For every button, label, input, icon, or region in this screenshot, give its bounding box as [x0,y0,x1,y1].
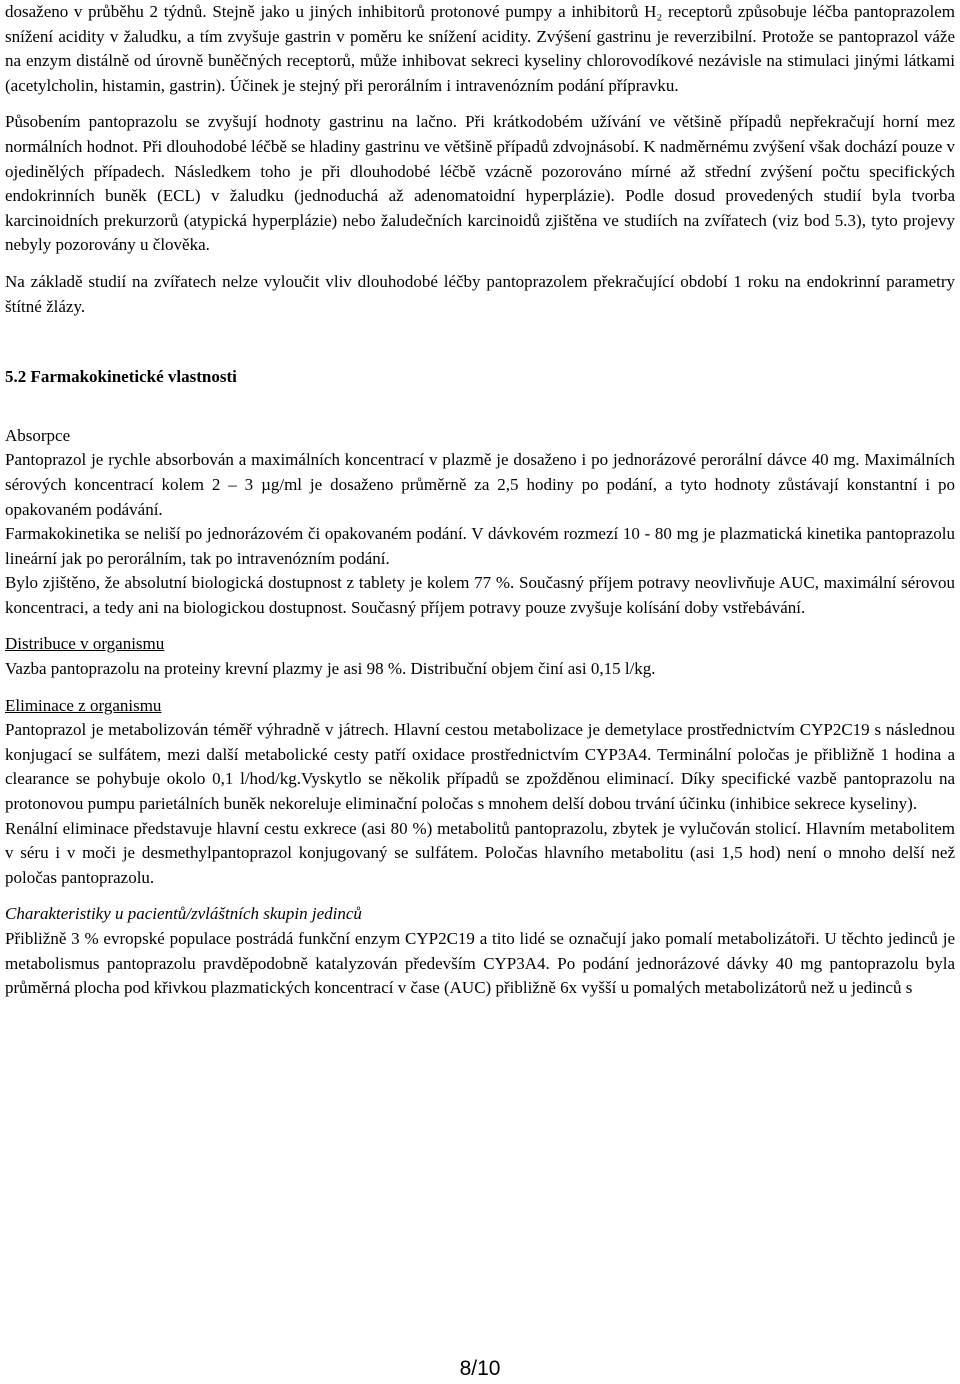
section-number: 5.2 [5,367,27,387]
special-groups-heading: Charakteristiky u pacientů/zvláštních skupin jedinců [5,904,362,924]
elimination-heading: Eliminace z organismu [5,695,162,715]
absorption-heading: Absorpce [5,425,71,445]
special-groups-paragraph-1: Přibližně 3 % evropské populace postrádá funkční enzym CYP2C19 a tito lidé se označují jako pomalí metabolizátoři. U těchto jedinců je metabolismus pantoprazolu pravděpodobně katalyzován především CYP3A4. Po podání jednorázové dávky 40 mg pantoprazolu byla průměrná plocha pod křivkou plazmatických koncentrací v čase (AUC) přibližně 6x vyšší u pomalých metabolizátorů než u jedinců s [5,929,955,998]
document-page [5,0,955,1001]
absorption-paragraph-2: Farmakokinetika se neliší po jednorázovém či opakovaném podání. V dávkovém rozmezí 10 - 80 mg je plazmatická kinetika pantoprazolu lineární jak po perorálním, tak po intravenózním podání. [5,524,955,568]
pharmacodynamics-paragraph-2: Působením pantoprazolu se zvyšují hodnoty gastrinu na lačno. Při krátkodobém užívání ve většině případů nepřekračují horní mez normálních hodnot. Při dlouhodobé léčbě se hladiny gastrinu ve většině případů zdvojnásobí. K nadměrnému zvýšení však dochází pouze v ojedinělých případech. Následkem toho je při dlouhodobé léčbě vzácně pozorováno mírné až střední zvýšení počtu specifických endokrinních buněk (ECL) v žaludku (jednoduchá až adenomatoidní hyperplázie). Podle dosud provedených studií byla tvorba karcinoidních prekurzorů (atypická hyperplázie) nebo žaludečních karcinoidů zjištěna ve studiích na zvířatech (viz bod 5.3), tyto projevy nebyly pozorovány u člověka. [5,112,955,255]
elimination-paragraph-1: Pantoprazol je metabolizován téměř výhradně v játrech. Hlavní cestou metabolizace je demetylace prostřednictvím CYP2C19 s následnou konjugací se sulfátem, mezi další metabolické cesty patří oxidace prostřednictvím CYP3A4. Terminální poločas je přibližně 1 hodina a clearance se pohybuje okolo 0,1 l/hod/kg.Vyskytlo se několik případů se zpožděnou eliminací. Díky specifické vazbě pantoprazolu na protonovou pumpu parietálních buněk nekoreluje eliminační poločas s mnohem delší dobou trvání účinku (inhibice sekrece kyseliny). [5,720,955,814]
absorption-paragraph-3: Bylo zjištěno, že absolutní biologická dostupnost z tablety je kolem 77 %. Současný příjem potravy neovlivňuje AUC, maximální sérovou koncentraci, a tedy ani na biologickou dostupnost. Současný příjem potravy pouze zvyšuje kolísání doby vstřebávání. [5,573,955,617]
page-number: 8/10 [459,1357,501,1380]
section-heading [5,365,955,390]
distribution-heading: Distribuce v organismu [5,634,165,654]
section-title: Farmakokinetické vlastnosti [30,367,237,387]
pharmacodynamics-paragraph-3: Na základě studií na zvířatech nelze vyloučit vliv dlouhodobé léčby pantoprazolem překračující období 1 roku na endokrinní parametry štítné žlázy. [5,271,955,316]
pharmacodynamics-paragraph-1: dosaženo v průběhu 2 týdnů. Stejně jako u jiných inhibitorů protonové pumpy a inhibitorů H₂ receptorů způsobuje léčba pantoprazolem snížení acidity v žaludku, a tím zvyšuje gastrin v poměru ke snížení acidity. Zvýšení gastrinu je reverzibilní. Protože se pantoprazol váže na enzym distálně od úrovně buněčných receptorů, může inhibovat sekreci kyseliny chlorovodíkové nezávisle na stimulaci jinými látkami (acetylcholin, histamin, gastrin). Účinek je stejný při perorálním i intravenózním podání přípravku. [5,2,955,95]
absorption-paragraph-1: Pantoprazol je rychle absorbován a maximálních koncentrací v plazmě je dosaženo i po jednorázové perorální dávce 40 mg. Maximálních sérových koncentrací kolem 2 – 3 µg/ml je dosaženo průměrně za 2,5 hodiny po podání, a tyto hodnoty zůstávají konstantní i po opakovaném podávání. [5,450,955,519]
distribution-paragraph-1: Vazba pantoprazolu na proteiny krevní plazmy je asi 98 %. Distribuční objem činí asi 0,15 l/kg. [5,659,656,679]
elimination-paragraph-2: Renální eliminace představuje hlavní cestu exkrece (asi 80 %) metabolitů pantoprazolu, zbytek je vylučován stolicí. Hlavním metabolitem v séru i v moči je desmethylpantoprazol konjugovaný se sulfátem. Poločas hlavního metabolitu (asi 1,5 hod) není o mnoho delší než poločas pantoprazolu. [5,818,955,887]
